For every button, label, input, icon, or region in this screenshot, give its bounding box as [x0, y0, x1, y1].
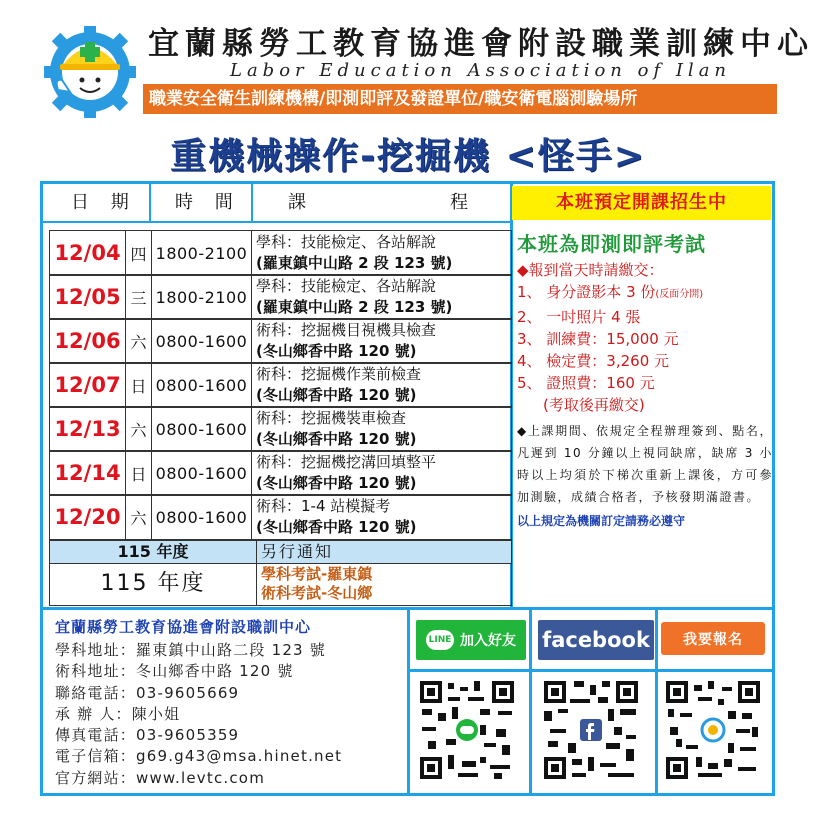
line-qr-code-icon[interactable]	[418, 679, 516, 781]
table-row	[49, 274, 512, 320]
row-time: 0800-1600	[152, 363, 252, 407]
contact-fax: 傳真電話：03-9605359	[55, 726, 240, 745]
row-course: 術科：挖掘機作業前檢查 (冬山鄉香中路 120 號)	[256, 365, 422, 404]
row-weekday: 日	[126, 451, 152, 495]
exam-locations: 學科考試-羅東鎮 術科考試-冬山鄉	[257, 564, 512, 606]
row-time: 0800-1600	[152, 407, 252, 451]
contact-line: 術科地址：冬山鄉香中路 120 號	[55, 662, 294, 681]
row-weekday: 日	[126, 363, 152, 407]
row-date: 12/05	[50, 275, 126, 319]
notice-item-5-note: (考取後再繳交)	[543, 396, 645, 414]
row-weekday: 六	[126, 495, 152, 539]
table-row	[49, 494, 512, 540]
notice-header: 本班預定開課招生中	[512, 186, 771, 220]
org-banner: 職業安全衛生訓練機構/即測即評及發證單位/職安衛電腦測驗場所	[143, 84, 777, 114]
facebook-button[interactable]: facebook	[538, 620, 654, 660]
row-weekday: 六	[126, 407, 152, 451]
table-row	[49, 230, 512, 276]
notice-rule: ◆上課期間、依規定全程辦理簽到、點名，凡遲到 10 分鐘以上視同缺席，缺席 3 小時以上均須於下梯次重新上課後，方可參加測驗，成績合格者，予核發期滿證書。	[517, 424, 773, 504]
row-time: 1800-2100	[152, 275, 252, 319]
year-row-exam-date	[49, 540, 512, 564]
contact-email[interactable]: 電子信箱：g69.g43@msa.hinet.net	[55, 747, 343, 766]
facebook-qr-code-icon[interactable]	[542, 679, 640, 781]
notice-item-1: 1、 身分證影本 3 份(反面分開)	[517, 283, 704, 301]
year-value: 另行通知	[257, 540, 512, 564]
year-label: 115 年度	[49, 564, 257, 606]
table-header	[43, 184, 512, 223]
row-course: 術科：挖掘機目視機具檢查 (冬山鄉香中路 120 號)	[256, 321, 437, 360]
row-course: 學科：技能檢定、各站解說 (羅東鎮中山路 2 段 123 號)	[256, 277, 453, 316]
contact-line: 學科地址：羅東鎮中山路二段 123 號	[55, 641, 326, 659]
table-row	[49, 450, 512, 496]
row-course: 術科：挖掘機裝車檢查 (冬山鄉香中路 120 號)	[256, 409, 417, 448]
row-date: 12/20	[50, 495, 126, 539]
table-row	[49, 362, 512, 408]
notice-item-3: 3、 訓練費：15,000 元	[517, 330, 679, 348]
main-frame	[40, 181, 775, 796]
table-row	[49, 318, 512, 364]
header	[0, 0, 816, 122]
notice-must: 以上規定為機關訂定請務必遵守	[517, 514, 686, 528]
notice-item-2: 2、 一吋照片 4 張	[517, 308, 641, 326]
row-date: 12/13	[50, 407, 126, 451]
year-label: 115 年度	[49, 540, 257, 564]
row-time: 0800-1600	[152, 451, 252, 495]
line-add-friend-button[interactable]: LINE 加入好友	[416, 620, 526, 660]
header-course-2: 程	[450, 192, 476, 213]
notice-item-4: 4、 檢定費：3,260 元	[517, 352, 670, 370]
org-name-english: Labor Education Association of Ilan	[230, 60, 732, 81]
notice-panel	[517, 228, 773, 529]
row-time: 0800-1600	[152, 319, 252, 363]
row-date: 12/06	[50, 319, 126, 363]
row-weekday: 四	[126, 231, 152, 275]
contact-info	[55, 616, 405, 789]
row-date: 12/14	[50, 451, 126, 495]
row-weekday: 六	[126, 319, 152, 363]
row-date: 12/07	[50, 363, 126, 407]
row-date: 12/04	[50, 231, 126, 275]
row-course: 術科：1-4 站模擬考 (冬山鄉香中路 120 號)	[256, 497, 417, 536]
notice-pay-intro: ◆報到當天時請繳交：	[517, 261, 664, 279]
row-course: 學科：技能檢定、各站解說 (羅東鎮中山路 2 段 123 號)	[256, 233, 453, 272]
header-date: 日 期	[71, 192, 137, 213]
row-time: 0800-1600	[152, 495, 252, 539]
notice-title: 本班為即測即評考試	[517, 232, 706, 256]
logo-worker-gear-icon	[40, 20, 140, 120]
row-weekday: 三	[126, 275, 152, 319]
contact-phone: 聯絡電話：03-9605669	[55, 683, 240, 702]
org-name: 宜蘭縣勞工教育協進會附設職業訓練中心	[148, 26, 814, 62]
contact-website[interactable]: 官方網站：www.levtc.com	[55, 768, 266, 787]
row-time: 1800-2100	[152, 231, 252, 275]
header-time: 時 間	[175, 192, 241, 213]
line-icon: LINE	[426, 630, 454, 650]
register-qr-code-icon[interactable]	[664, 679, 762, 781]
register-button[interactable]: 我要報名	[661, 622, 765, 655]
header-course: 課	[288, 192, 314, 213]
row-course: 術科：挖掘機挖溝回填整平 (冬山鄉香中路 120 號)	[256, 453, 437, 492]
contact-title: 宜蘭縣勞工教育協進會附設職訓中心	[55, 618, 312, 636]
year-row-exam-location	[49, 564, 512, 606]
table-row	[49, 406, 512, 452]
notice-item-5: 5、 證照費：160 元	[517, 374, 655, 392]
contact-person: 承 辦 人：陳小姐	[55, 704, 181, 723]
page-title: 重機械操作-挖掘機 <怪手>	[170, 136, 646, 177]
